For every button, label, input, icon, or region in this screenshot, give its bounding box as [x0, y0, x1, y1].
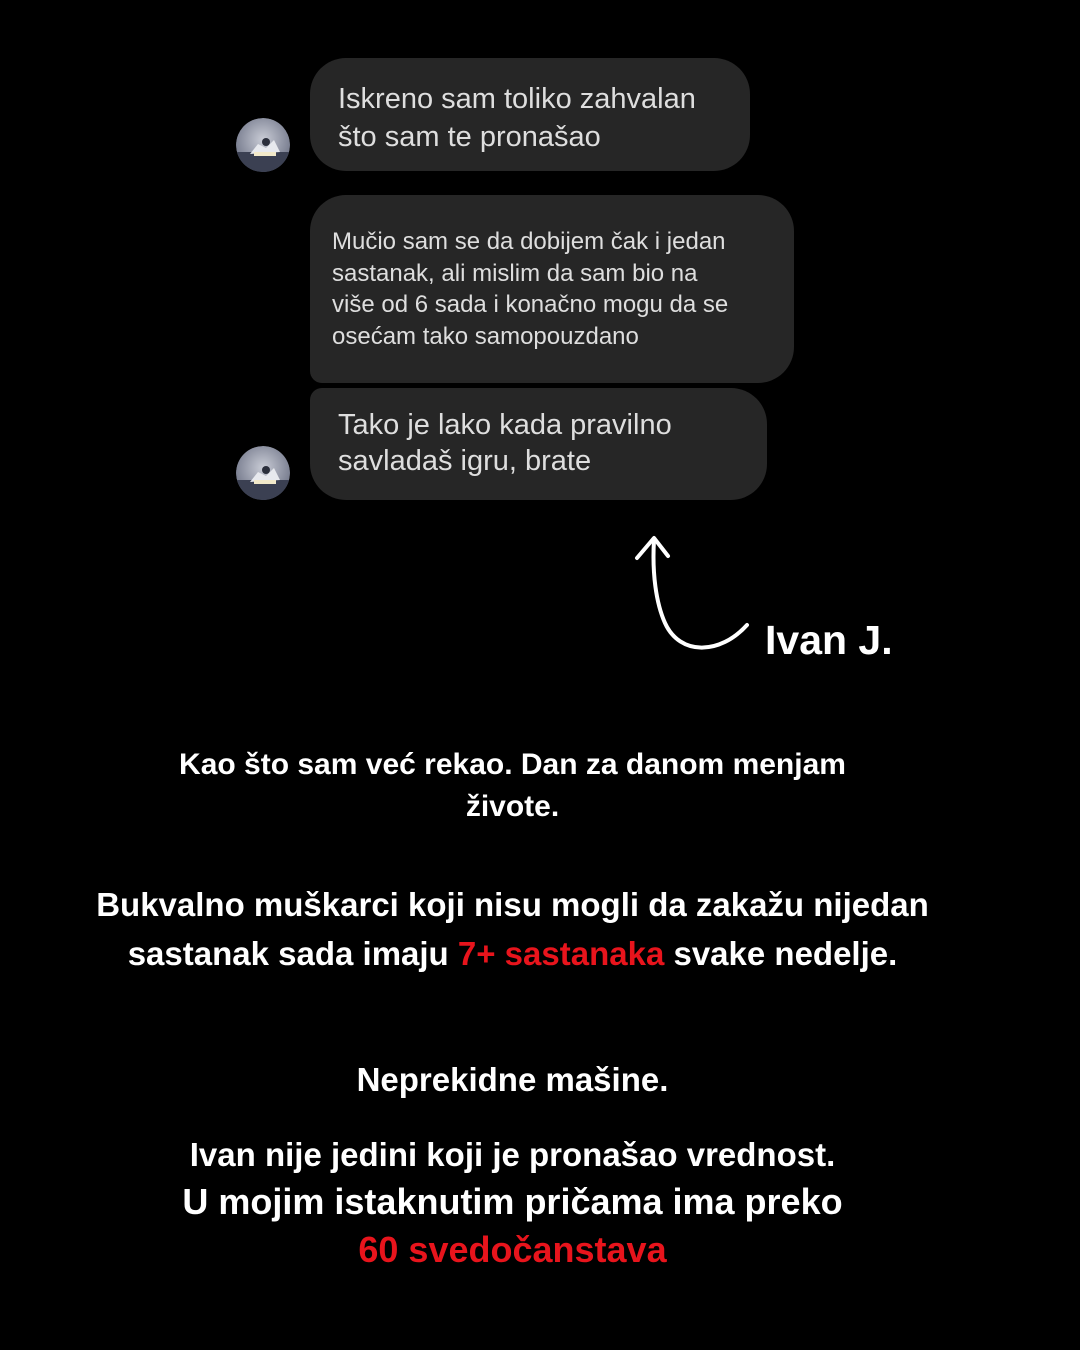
message-bubble — [310, 388, 767, 500]
message-text-line: Tako je lako kada pravilno — [338, 409, 672, 441]
message-bubble — [310, 58, 750, 171]
sender-avatar[interactable] — [236, 446, 290, 500]
sender-name-label: Ivan J. — [765, 617, 893, 663]
message-text-line: više od 6 sada i konačno mogu da se — [332, 291, 729, 318]
highlight-text: 7+ sastanaka — [457, 935, 665, 972]
message-text-line: savladaš igru, brate — [338, 445, 592, 477]
caption-paragraph: Kao što sam već rekao. Dan za danom menjam živote. — [179, 748, 846, 823]
caption-paragraph — [90, 1178, 935, 1274]
caption-text: U mojim istaknutim pričama ima preko — [182, 1181, 843, 1222]
highlight-text: 60 svedočanstava — [358, 1229, 667, 1270]
caption-paragraph: Ivan nije jedini koji je pronašao vrednost. — [189, 1136, 836, 1173]
caption-paragraph — [90, 880, 935, 978]
caption-text: svake nedelje. — [664, 935, 898, 972]
message-text-line: osećam tako samopouzdano — [332, 322, 639, 350]
message-text-line: sastanak, ali mislim da sam bio na — [332, 259, 698, 287]
caption-text: Bukvalno muškarci koji nisu mogli da zakažu nijedan sastanak sada imaju — [96, 886, 929, 972]
curved-arrow-up-icon — [625, 528, 755, 663]
message-text-line: Iskreno sam toliko zahvalan — [338, 83, 696, 115]
message-text-line: što sam te pronašao — [338, 121, 601, 153]
message-bubble — [310, 195, 794, 383]
message-text-line: Mučio sam se da dobijem čak i jedan — [332, 228, 726, 255]
caption-paragraph: Neprekidne mašine. — [356, 1061, 669, 1098]
sender-avatar[interactable] — [236, 118, 290, 172]
